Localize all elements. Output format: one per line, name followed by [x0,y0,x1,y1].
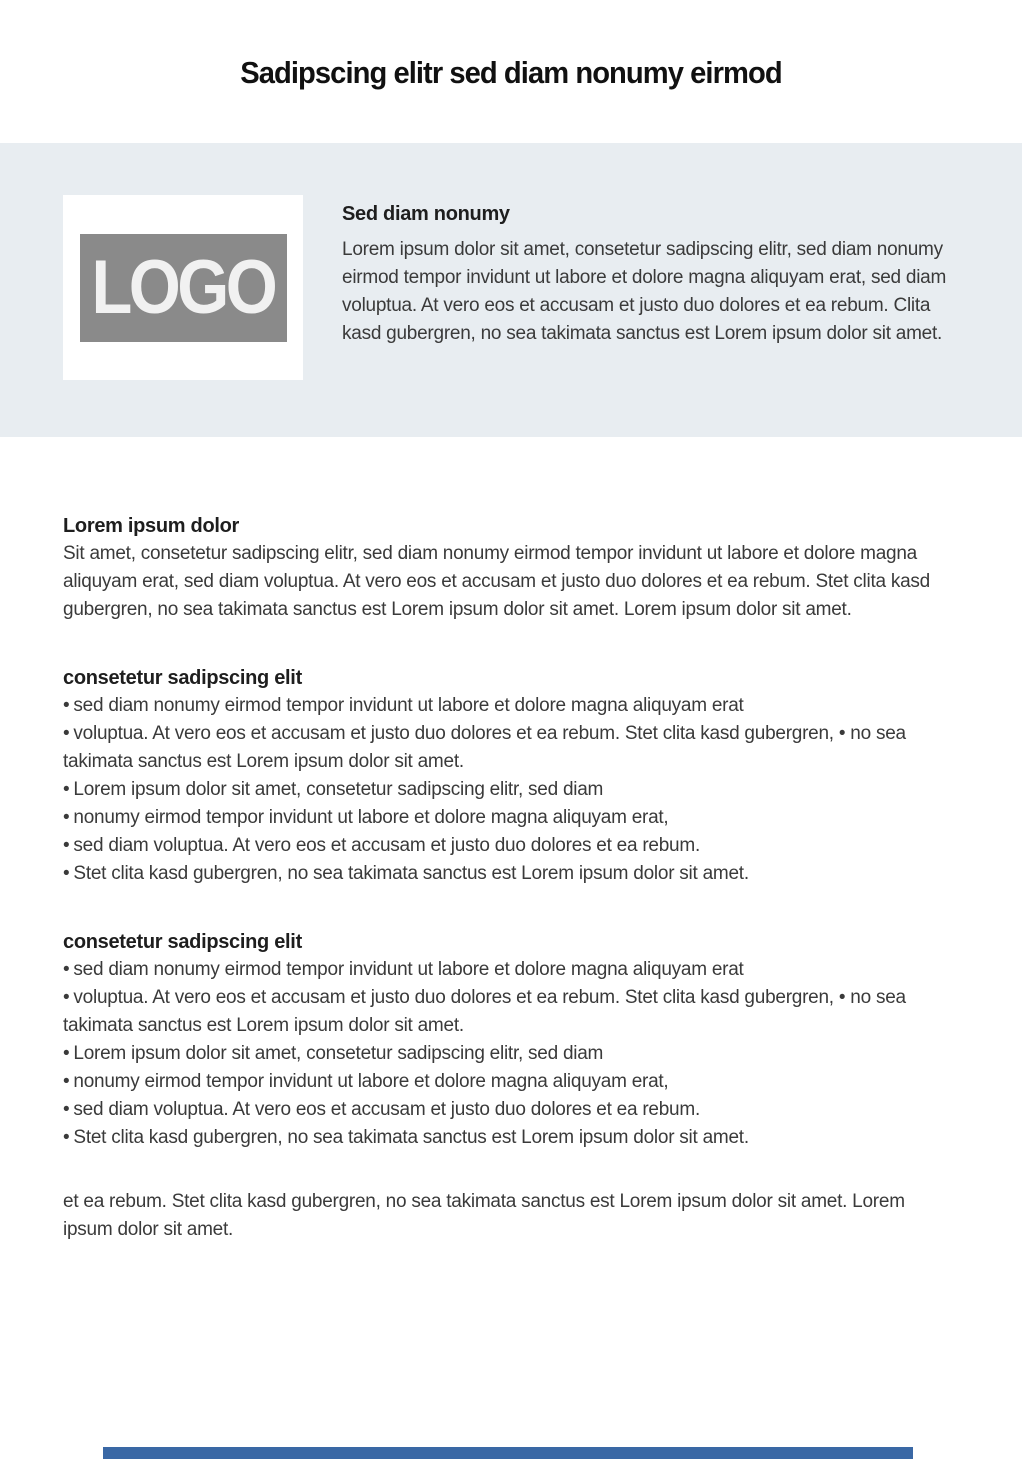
list-item-text: Stet clita kasd gubergren, no sea takimata sanctus est Lorem ipsum dolor sit amet. [73,863,749,884]
bullet-icon: • [63,863,70,884]
list-item-text: sed diam nonumy eirmod tempor invidunt ut labore et dolore magna aliquyam erat [73,695,744,716]
brand-banner [0,143,1022,437]
list-item-text: sed diam voluptua. At vero eos et accusam et justo duo dolores et ea rebum. [73,1099,700,1120]
list-item-text: voluptua. At vero eos et accusam et justo duo dolores et ea rebum. Stet clita kasd gubergren, • no sea takimata sanctus est Lorem ipsum dolor sit amet. [63,987,906,1036]
section-heading: Lorem ipsum dolor [63,515,240,537]
list-item [63,804,959,832]
section-spacer [63,1152,959,1188]
bullet-icon: • [63,1071,70,1092]
banner-heading: Sed diam nonumy [342,203,510,225]
banner-paragraph: Lorem ipsum dolor sit amet, consetetur sadipscing elitr, sed diam nonumy eirmod tempor invidunt ut labore et dolore magna aliquyam erat, sed diam voluptua. At vero eos et accusam et justo duo dolores et ea rebum. Clita kasd gubergren, no sea takimata sanctus est Lorem ipsum dolor sit amet. [342,239,947,344]
bullet-icon: • [63,1099,70,1120]
bullet-icon: • [63,959,70,980]
list-item [63,1040,959,1068]
list-item [63,776,959,804]
list-item [63,1096,959,1124]
footer-accent-bar [103,1447,913,1459]
list-item [63,692,959,720]
bullet-icon: • [63,835,70,856]
page-title: Sadipscing elitr sed diam nonumy eirmod [240,55,782,90]
list-item-text: nonumy eirmod tempor invidunt ut labore et dolore magna aliquyam erat, [73,807,669,828]
bullet-icon: • [63,1127,70,1148]
list-item-text: Lorem ipsum dolor sit amet, consetetur sadipscing elitr, sed diam [73,779,604,800]
bullet-icon: • [63,807,70,828]
list-item [63,860,959,888]
section-heading: consetetur sadipscing elit [63,931,302,953]
bullet-icon: • [63,1043,70,1064]
banner-text-column [342,203,960,348]
logo-text: LOGO [91,244,275,330]
list-item [63,1124,959,1152]
section-spacer [63,624,959,664]
body-paragraph: Sit amet, consetetur sadipscing elitr, sed diam nonumy eirmod tempor invidunt ut labore et dolore magna aliquyam erat, sed diam voluptua. At vero eos et accusam et justo duo dolores et ea rebum. Stet clita kasd gubergren, no sea takimata sanctus est Lorem ipsum dolor sit amet. Lorem ipsum dolor sit amet. [63,543,930,620]
bullet-list [63,956,959,1152]
list-item-text: sed diam nonumy eirmod tempor invidunt ut labore et dolore magna aliquyam erat [73,959,744,980]
bullet-list [63,692,959,888]
list-item-text: nonumy eirmod tempor invidunt ut labore et dolore magna aliquyam erat, [73,1071,669,1092]
section-heading: consetetur sadipscing elit [63,667,302,689]
list-item [63,1068,959,1096]
section-spacer [63,888,959,928]
body-content [63,512,959,1244]
list-item [63,832,959,860]
list-item-text: voluptua. At vero eos et accusam et justo duo dolores et ea rebum. Stet clita kasd gubergren, • no sea takimata sanctus est Lorem ipsum dolor sit amet. [63,723,906,772]
document-header [0,0,1022,143]
logo-box [63,195,303,380]
bullet-icon: • [63,779,70,800]
list-item [63,956,959,984]
list-item [63,984,959,1040]
list-item-text: Lorem ipsum dolor sit amet, consetetur sadipscing elitr, sed diam [73,1043,604,1064]
list-item-text: Stet clita kasd gubergren, no sea takimata sanctus est Lorem ipsum dolor sit amet. [73,1127,749,1148]
bullet-icon: • [63,987,70,1008]
logo-placeholder [80,234,287,342]
bullet-icon: • [63,695,70,716]
bullet-icon: • [63,723,70,744]
list-item-text: sed diam voluptua. At vero eos et accusam et justo duo dolores et ea rebum. [73,835,700,856]
closing-paragraph: et ea rebum. Stet clita kasd gubergren, no sea takimata sanctus est Lorem ipsum dolor sit amet. Lorem ipsum dolor sit amet. [63,1191,905,1240]
list-item [63,720,959,776]
